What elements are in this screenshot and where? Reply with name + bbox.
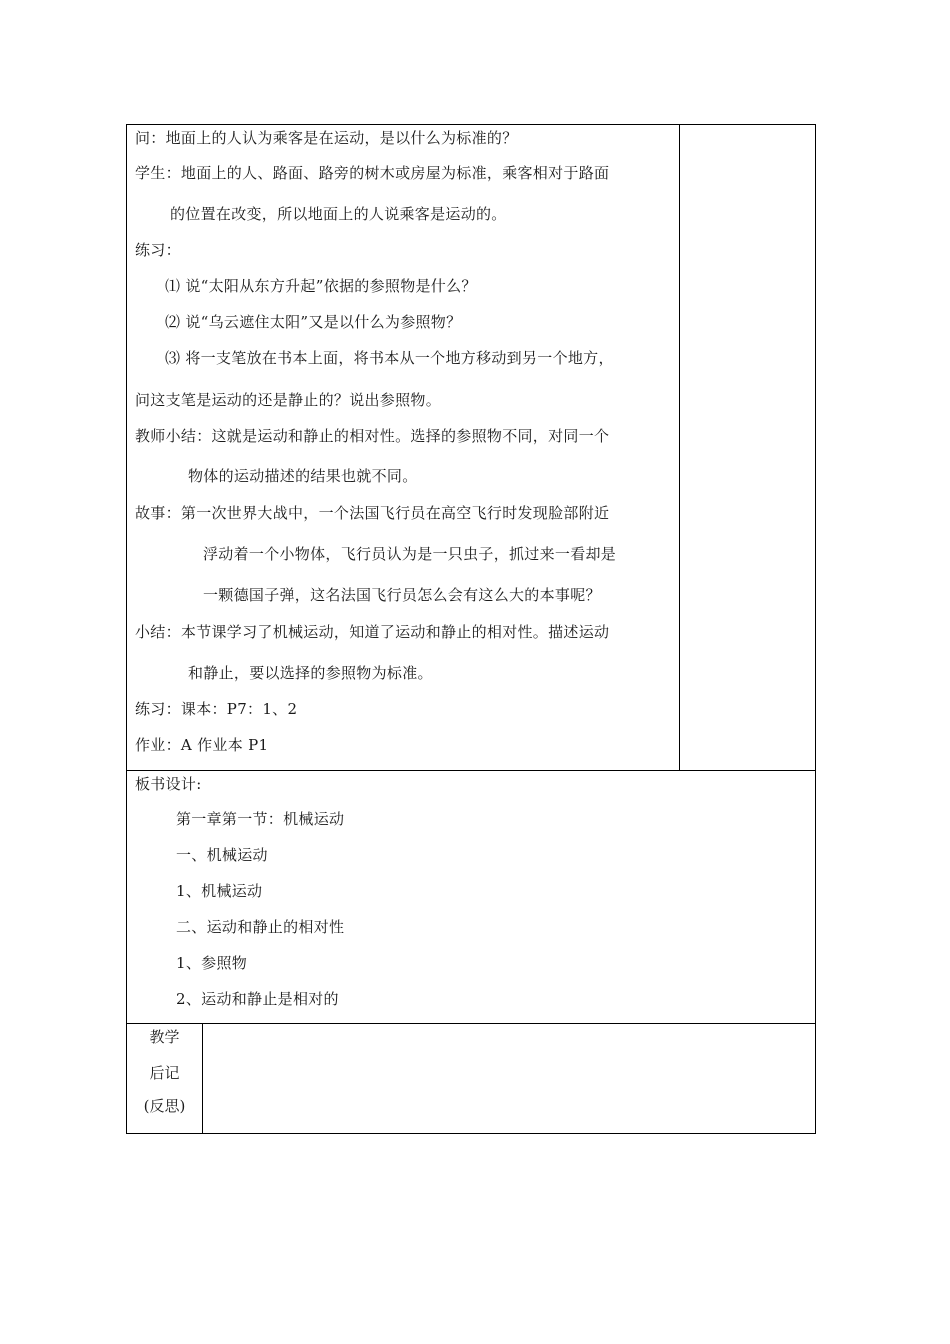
reflection-label-line-3: (反思) xyxy=(143,1097,186,1115)
question-line: 问：地面上的人认为乘客是在运动，是以什么为标准的？ xyxy=(135,129,518,147)
reflection-label-line-1: 教学 xyxy=(149,1028,180,1046)
board-line-section-1: 一、机械运动 xyxy=(176,846,268,864)
reflection-label-line-2: 后记 xyxy=(149,1064,180,1082)
summary-line-2: 和静止，要以选择的参照物为标准。 xyxy=(188,664,433,682)
exercise-heading: 练习： xyxy=(135,241,181,259)
teacher-summary-line-1: 教师小结：这就是运动和静止的相对性。选择的参照物不同，对同一个 xyxy=(135,427,610,445)
story-line-2: 浮动着一个小物体，飞行员认为是一只虫子，抓过来一看却是 xyxy=(203,545,617,563)
exercise-item-3-line-1: ⑶ 将一支笔放在书本上面，将书本从一个地方移动到另一个地方， xyxy=(165,349,614,367)
board-line-item-2-2: 2、运动和静止是相对的 xyxy=(176,990,339,1008)
story-line-3: 一颗德国子弹，这名法国飞行员怎么会有这么大的本事呢？ xyxy=(203,586,601,604)
practice-line: 练习：课本：P7：1、2 xyxy=(135,700,298,718)
board-design-title: 板书设计: xyxy=(135,775,202,793)
table-border-left xyxy=(126,124,127,1134)
exercise-item-3-line-2: 问这支笔是运动的还是静止的？说出参照物。 xyxy=(135,391,442,409)
student-answer-line-2: 的位置在改变，所以地面上的人说乘客是运动的。 xyxy=(170,205,507,223)
story-line-1: 故事：第一次世界大战中，一个法国飞行员在高空飞行时发现脸部附近 xyxy=(135,504,610,522)
summary-line-1: 小结：本节课学习了机械运动，知道了运动和静止的相对性。描述运动 xyxy=(135,623,610,641)
exercise-item-1: ⑴ 说“太阳从东方升起”依据的参照物是什么？ xyxy=(165,277,477,295)
student-answer-line-1: 学生：地面上的人、路面、路旁的树木或房屋为标准，乘客相对于路面 xyxy=(135,164,610,182)
teacher-summary-line-2: 物体的运动描述的结果也就不同。 xyxy=(188,467,418,485)
table-border-bottom xyxy=(126,1133,816,1134)
table-border-top xyxy=(126,124,816,125)
row-divider-reflection xyxy=(126,1023,816,1024)
exercise-item-2: ⑵ 说“乌云遮住太阳”又是以什么为参照物？ xyxy=(165,313,462,331)
board-line-item-2-1: 1、参照物 xyxy=(176,954,248,972)
table-border-right xyxy=(815,124,816,1134)
column-divider-reflection xyxy=(202,1023,203,1134)
board-line-item-1-1: 1、机械运动 xyxy=(176,882,263,900)
board-line-chapter: 第一章第一节：机械运动 xyxy=(176,810,345,828)
column-divider-upper xyxy=(679,124,680,771)
board-line-section-2: 二、运动和静止的相对性 xyxy=(176,918,345,936)
homework-line: 作业：A 作业本 P1 xyxy=(135,736,269,754)
row-divider-board xyxy=(126,770,816,771)
